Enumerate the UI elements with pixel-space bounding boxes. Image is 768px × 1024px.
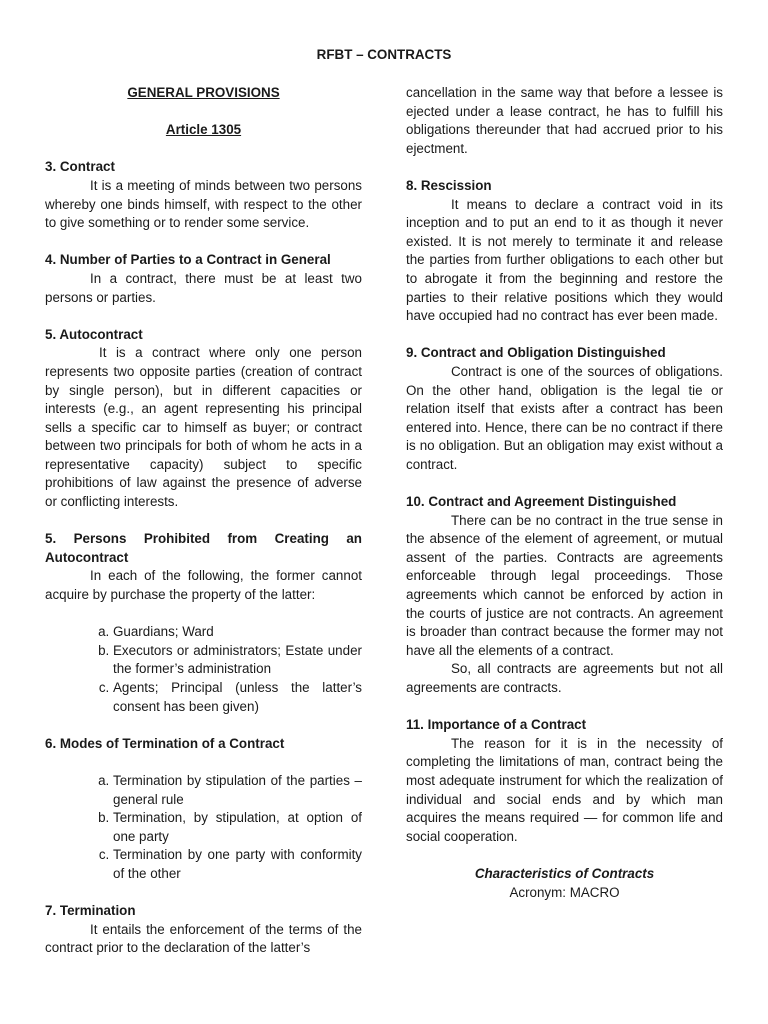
acronym-line: Acronym: MACRO bbox=[509, 884, 620, 900]
section-11-text: The reason for it is in the necessity of completing the limitations of man, contract being the most adequate instrument for which the realization of individual and social ends and by which man acquires the means required — for common life and social cooperation. bbox=[406, 735, 723, 844]
section-5b-heading-line2: Autocontract bbox=[45, 549, 129, 565]
list-item: a. Termination by stipulation of the parties – general rule bbox=[113, 772, 362, 809]
section-10-text-1: There can be no contract in the true sense in the absence of the element of agreement, or mutual assent of the parties. Contracts are agreements enforceable through legal proceedings. Those agreements which cannot be enforced by action in the courts of justice are not contracts. An agreement is broader than contract because the former may not have all the elements of a contract. bbox=[406, 512, 723, 658]
section-4-heading: 4. Number of Parties to a Contract in General bbox=[45, 252, 331, 268]
section-8-heading: 8. Rescission bbox=[406, 177, 492, 193]
list-item: b. Termination, by stipulation, at option of one party bbox=[113, 809, 362, 846]
characteristics-heading: Characteristics of Contracts bbox=[474, 865, 655, 881]
list-item: a. Guardians; Ward bbox=[113, 623, 362, 642]
section-7-heading: 7. Termination bbox=[45, 903, 136, 919]
right-column bbox=[406, 84, 723, 902]
general-provisions-heading: GENERAL PROVISIONS bbox=[127, 85, 280, 100]
section-7-text: It entails the enforcement of the terms of the contract prior to the declaration of the latter’s bbox=[45, 921, 362, 956]
page-title: RFBT – CONTRACTS bbox=[316, 47, 452, 62]
list-item: c. Agents; Principal (unless the latter’s consent has been given) bbox=[113, 679, 362, 716]
section-10-heading: 10. Contract and Agreement Distinguished bbox=[406, 494, 677, 510]
section-9-text: Contract is one of the sources of obligations. On the other hand, obligation is the legal tie or relation itself that exists after a contract has been entered into. Hence, there can be no contract if there is no obligation. But an obligation may exist without a contract. bbox=[406, 363, 723, 472]
section-10-text-2: So, all contracts are agreements but not all agreements are contracts. bbox=[406, 661, 723, 695]
section-3-text: It is a meeting of minds between two persons whereby one binds himself, with respect to the other to give something or to render some service. bbox=[45, 177, 362, 231]
section-5b-text: In each of the following, the former cannot acquire by purchase the property of the latter: bbox=[45, 568, 362, 603]
section-5b-heading-line1: 5. Persons Prohibited from Creating an bbox=[45, 531, 362, 547]
section-6-heading: 6. Modes of Termination of a Contract bbox=[45, 735, 285, 751]
section-3-heading: 3. Contract bbox=[45, 159, 115, 175]
prohibited-persons-list bbox=[45, 623, 362, 716]
list-item: c. Termination by one party with conformity of the other bbox=[113, 846, 362, 883]
section-4-text: In a contract, there must be at least two persons or parties. bbox=[45, 270, 362, 305]
section-11-heading: 11. Importance of a Contract bbox=[406, 717, 587, 733]
left-column bbox=[45, 84, 362, 958]
section-7-continued-text: cancellation in the same way that before a lessee is ejected under a lease contract, he has to fulfill his obligations thereunder that had accrued prior to his ejectment. bbox=[406, 85, 723, 156]
section-8-text: It means to declare a contract void in its inception and to put an end to it as though it never existed. It is not merely to terminate it and release the parties from further obligations to each other but to abrogate it from the beginning and restore the parties to their relative positions which they would have occupied had no contract has ever been made. bbox=[406, 196, 723, 324]
termination-modes-list bbox=[45, 772, 362, 884]
list-item: b. Executors or administrators; Estate under the former’s administration bbox=[113, 642, 362, 679]
article-heading: Article 1305 bbox=[165, 122, 242, 138]
section-9-heading: 9. Contract and Obligation Distinguished bbox=[406, 345, 666, 361]
section-5-text: It is a contract where only one person represents two opposite parties (creation of contract by single person), but in different capacities or interests (e.g., an agent representing his principal sells a specific car to himself as buyer; or contract between two principals for both of whom he acts in a representative capacity) subject to specific prohibitions of law against the presence of adverse or conflicting interests. bbox=[45, 345, 362, 510]
section-5-heading: 5. Autocontract bbox=[45, 326, 143, 342]
